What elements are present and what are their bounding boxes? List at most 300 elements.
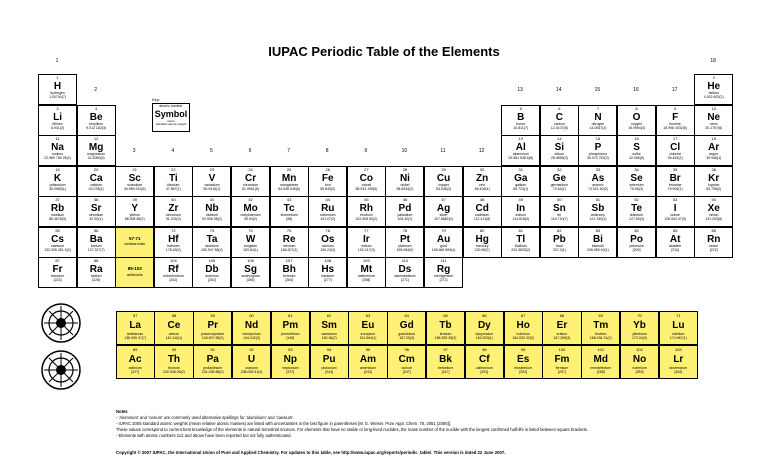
element-name: vanadium — [204, 182, 220, 187]
element-symbol: Eu — [361, 320, 375, 331]
atomic-weight: 157.25(3) — [399, 336, 415, 340]
element-cell[interactable] — [581, 345, 620, 379]
atomic-number: 22 — [171, 166, 176, 172]
element-cell[interactable] — [270, 227, 309, 258]
element-name: fluorine — [669, 121, 681, 126]
element-cell[interactable] — [77, 105, 116, 136]
atomic-weight: [266] — [246, 278, 255, 282]
group-label: 1 — [55, 58, 59, 64]
atomic-weight: 47.867(1) — [165, 186, 181, 191]
element-cell[interactable] — [115, 196, 154, 227]
atomic-weight: [251] — [480, 370, 489, 374]
group-label: 3 — [132, 148, 136, 154]
element-cell[interactable] — [694, 105, 733, 136]
iupac-logo-icon — [40, 302, 82, 344]
atomic-weight: 87.62(1) — [89, 217, 103, 221]
element-cell[interactable] — [38, 227, 77, 258]
element-symbol: Bh — [282, 264, 296, 275]
element-cell[interactable] — [231, 257, 270, 288]
element-cell[interactable] — [270, 166, 309, 197]
element-name: tellurium — [629, 213, 644, 217]
element-symbol: Pr — [207, 320, 219, 331]
element-name: sodium — [51, 152, 64, 156]
element-symbol: Mn — [281, 172, 297, 184]
atomic-weight: 173.04(3) — [632, 336, 648, 340]
element-name: selenium — [629, 182, 644, 187]
atomic-number: 45 — [364, 197, 369, 202]
element-cell[interactable] — [501, 105, 540, 136]
atomic-number: 46 — [402, 197, 408, 202]
element-symbol: Ne — [707, 111, 721, 123]
element-name: americium — [359, 366, 377, 370]
atomic-number: 62 — [326, 313, 332, 318]
element-name: beryllium — [89, 121, 104, 126]
element-symbol: Th — [167, 354, 181, 365]
series-placeholder[interactable] — [115, 257, 154, 288]
atomic-number: 53 — [672, 197, 678, 202]
atomic-number: 87 — [55, 258, 60, 263]
element-cell[interactable] — [504, 311, 543, 345]
element-cell[interactable] — [578, 166, 617, 197]
group-label: 2 — [94, 87, 97, 93]
element-cell[interactable] — [387, 345, 426, 379]
element-symbol: Co — [359, 172, 374, 184]
element-cell[interactable] — [424, 257, 463, 288]
atomic-weight: 102.905 50(2) — [355, 217, 378, 221]
element-symbol: Nb — [205, 203, 219, 214]
element-symbol: Cr — [244, 172, 257, 184]
atomic-weight: 167.259(3) — [553, 336, 571, 340]
element-cell[interactable] — [463, 196, 502, 227]
atomic-weight: 88.905 85(2) — [124, 217, 145, 221]
atomic-number: 61 — [288, 313, 293, 318]
element-cell[interactable] — [617, 105, 656, 136]
atomic-weight: [98] — [286, 217, 293, 221]
element-cell[interactable] — [694, 196, 733, 227]
atomic-weight: 6.941(2) — [51, 125, 65, 130]
element-symbol: U — [247, 354, 256, 365]
atomic-number: 37 — [55, 197, 60, 202]
element-cell[interactable] — [308, 166, 347, 197]
element-name: hafnium — [167, 243, 180, 248]
atomic-weight: 204.3833(2) — [511, 247, 531, 252]
element-cell[interactable] — [620, 345, 659, 379]
element-cell[interactable] — [578, 135, 617, 166]
element-cell[interactable] — [308, 257, 347, 288]
atomic-weight: 140.907 65(2) — [201, 336, 224, 340]
atomic-number: 35 — [672, 166, 678, 172]
element-symbol: Be — [89, 111, 103, 123]
element-name: neon — [709, 121, 718, 126]
element-name: titanium — [167, 182, 180, 187]
atomic-number: 10 — [711, 105, 716, 111]
atomic-weight: 164.930 32(2) — [512, 336, 535, 340]
element-symbol: Cs — [51, 233, 64, 245]
element-cell[interactable] — [617, 135, 656, 166]
atomic-weight: 107.8682(2) — [434, 217, 453, 221]
element-cell[interactable] — [540, 135, 579, 166]
element-cell[interactable] — [77, 227, 116, 258]
atomic-weight: 91.224(2) — [165, 217, 181, 221]
atomic-number: 95 — [365, 347, 371, 352]
element-cell[interactable] — [385, 166, 424, 197]
atomic-weight: 54.938 045(5) — [278, 186, 301, 191]
element-name: rubidium — [50, 213, 65, 217]
atomic-weight: 51.9961(6) — [242, 186, 260, 191]
element-cell[interactable] — [424, 166, 463, 197]
element-symbol: Hf — [168, 233, 179, 245]
atomic-weight: 200.59(2) — [474, 247, 490, 252]
element-symbol: Nd — [244, 320, 259, 331]
atomic-weight: 118.710(7) — [551, 217, 568, 221]
element-symbol: Cu — [436, 172, 451, 184]
element-name: curium — [401, 366, 412, 370]
atomic-weight: 101.07(2) — [320, 217, 336, 221]
atomic-weight: [243] — [364, 370, 372, 374]
key-symbol: Symbol — [154, 108, 188, 119]
element-name: zirconium — [165, 213, 181, 217]
element-symbol: Pm — [282, 320, 299, 331]
element-symbol: Fe — [321, 172, 334, 184]
atomic-number: 51 — [595, 197, 601, 202]
series-label: actinoids — [126, 271, 143, 277]
element-cell[interactable] — [385, 227, 424, 258]
element-cell[interactable] — [115, 166, 154, 197]
element-name: strontium — [88, 213, 104, 217]
atomic-number: 86 — [711, 227, 716, 233]
element-cell[interactable] — [154, 257, 193, 288]
atomic-number: 107 — [285, 258, 293, 263]
element-cell[interactable] — [501, 166, 540, 197]
element-name: europium — [360, 332, 376, 336]
element-name: einsteinium — [514, 366, 532, 370]
atomic-weight: [257] — [558, 370, 566, 374]
element-cell[interactable] — [426, 311, 465, 345]
atomic-weight: 1.00794(7) — [49, 95, 67, 99]
element-name: rutherfordium — [162, 274, 184, 278]
element-cell[interactable] — [192, 227, 231, 258]
element-cell[interactable] — [192, 257, 231, 288]
element-name: magnesium — [87, 152, 106, 156]
element-name: zinc — [479, 182, 486, 187]
element-cell[interactable] — [347, 257, 386, 288]
element-cell[interactable] — [116, 311, 155, 345]
element-symbol: Si — [554, 142, 565, 153]
element-symbol: Cl — [670, 142, 681, 153]
element-symbol: Pa — [206, 354, 219, 365]
element-name: arsenic — [592, 182, 604, 187]
element-cell[interactable] — [38, 257, 77, 288]
element-name: ytterbium — [632, 332, 647, 336]
element-cell[interactable] — [501, 135, 540, 166]
element-symbol: Sm — [321, 320, 337, 331]
element-cell[interactable] — [424, 196, 463, 227]
element-cell[interactable] — [694, 166, 733, 197]
element-name: tantalum — [205, 243, 219, 248]
element-cell[interactable] — [308, 227, 347, 258]
element-name: tin — [557, 213, 562, 217]
element-cell[interactable] — [154, 166, 193, 197]
element-symbol: V — [208, 172, 216, 184]
series-placeholder[interactable] — [115, 227, 154, 258]
atomic-weight: 95.94(2) — [244, 217, 258, 221]
atomic-weight: 238.028 91(3) — [240, 370, 263, 374]
element-cell[interactable] — [38, 74, 77, 105]
element-cell[interactable] — [193, 311, 232, 345]
atomic-weight: 121.760(1) — [589, 217, 607, 221]
atomic-weight: 178.49(2) — [165, 247, 181, 252]
group-label: 5 — [210, 148, 213, 154]
element-cell[interactable] — [656, 166, 695, 197]
element-cell[interactable] — [77, 166, 116, 197]
element-symbol: C — [555, 111, 563, 123]
element-cell[interactable] — [192, 196, 231, 227]
atomic-weight: [264] — [285, 278, 294, 282]
atomic-weight: 78.96(3) — [630, 186, 644, 191]
atomic-weight: 174.967(1) — [669, 336, 687, 340]
element-cell[interactable] — [617, 196, 656, 227]
element-symbol: Pu — [322, 354, 336, 365]
atomic-number: 55 — [55, 227, 60, 233]
element-symbol: Lr — [673, 354, 684, 365]
element-symbol: Ag — [436, 203, 451, 214]
element-name: osmium — [321, 243, 334, 248]
element-cell[interactable] — [38, 105, 77, 136]
element-cell[interactable] — [347, 196, 386, 227]
element-cell[interactable] — [424, 227, 463, 258]
atomic-number: 104 — [170, 258, 177, 263]
element-cell[interactable] — [77, 196, 116, 227]
element-name: platinum — [398, 243, 412, 248]
element-symbol: Tb — [439, 320, 452, 331]
element-name: dubnium — [205, 274, 219, 278]
atomic-number: 70 — [637, 313, 642, 318]
element-cell[interactable] — [659, 311, 698, 345]
element-cell[interactable] — [192, 166, 231, 197]
element-cell[interactable] — [542, 311, 581, 345]
element-cell[interactable] — [154, 311, 193, 345]
atomic-weight: 126.904 47(3) — [664, 217, 687, 221]
group-label: 15 — [594, 87, 601, 93]
element-cell[interactable] — [38, 166, 77, 197]
element-cell[interactable] — [656, 227, 695, 258]
element-cell[interactable] — [310, 345, 349, 379]
element-cell[interactable] — [540, 105, 579, 136]
element-cell[interactable] — [465, 345, 504, 379]
element-symbol: Rb — [50, 203, 65, 214]
atomic-number: 32 — [557, 166, 562, 172]
atomic-weight: 85.4678(3) — [49, 217, 67, 221]
element-cell[interactable] — [504, 345, 543, 379]
element-symbol: Ta — [206, 233, 218, 245]
element-cell[interactable] — [501, 196, 540, 227]
atomic-number: 94 — [326, 347, 332, 352]
group-label: 7 — [287, 148, 290, 154]
atomic-weight: 63.546(3) — [436, 186, 452, 191]
element-name: oxygen — [630, 121, 643, 126]
element-cell[interactable] — [617, 227, 656, 258]
element-symbol: Se — [630, 172, 643, 184]
element-name: bohrium — [282, 274, 296, 278]
element-symbol: Bi — [592, 233, 603, 245]
element-cell[interactable] — [426, 345, 465, 379]
element-cell[interactable] — [154, 227, 193, 258]
atomic-number: 84 — [634, 227, 639, 233]
element-cell[interactable] — [348, 311, 387, 345]
element-cell[interactable] — [232, 311, 271, 345]
element-symbol: Ga — [514, 172, 528, 184]
element-symbol: Cm — [398, 354, 415, 365]
atomic-number: 54 — [711, 197, 716, 202]
element-cell[interactable] — [620, 311, 659, 345]
element-cell[interactable] — [501, 227, 540, 258]
element-cell[interactable] — [154, 345, 193, 379]
element-symbol: Zn — [476, 172, 489, 184]
note-line: - 'Aluminum' and 'cesium' are commonly used alternative spellings for 'aluminium' and 'caesium'. — [116, 415, 295, 420]
element-symbol: Mo — [243, 203, 258, 214]
atomic-number: 47 — [441, 197, 446, 202]
atomic-number: 8 — [635, 105, 638, 111]
atomic-number: 44 — [325, 197, 330, 202]
element-cell[interactable] — [578, 105, 617, 136]
element-cell[interactable] — [38, 196, 77, 227]
element-cell[interactable] — [463, 227, 502, 258]
element-name: polonium — [629, 243, 644, 248]
element-cell[interactable] — [463, 166, 502, 197]
element-name: bromine — [668, 182, 682, 187]
element-cell[interactable] — [694, 135, 733, 166]
element-symbol: B — [517, 111, 525, 123]
element-cell[interactable] — [270, 257, 309, 288]
atomic-number: 33 — [595, 166, 601, 172]
element-cell[interactable] — [656, 196, 695, 227]
element-cell[interactable] — [270, 196, 309, 227]
element-cell[interactable] — [231, 196, 270, 227]
atomic-weight: 144.242(3) — [243, 336, 260, 340]
element-cell[interactable] — [193, 345, 232, 379]
element-cell[interactable] — [540, 227, 579, 258]
element-cell[interactable] — [347, 166, 386, 197]
atomic-number: 106 — [247, 258, 254, 263]
element-cell[interactable] — [656, 105, 695, 136]
group-label: 8 — [325, 148, 329, 154]
atomic-number: 76 — [325, 227, 330, 233]
atomic-weight: 30.973 762(2) — [587, 156, 609, 160]
atomic-weight: [237] — [286, 370, 295, 374]
element-name: darmstadtium — [394, 274, 416, 278]
element-name: iron — [324, 182, 331, 187]
element-cell[interactable] — [310, 311, 349, 345]
atomic-number: 30 — [479, 166, 485, 172]
atomic-weight: 162.500(1) — [475, 336, 493, 340]
element-name: lawrencium — [669, 366, 688, 370]
element-name: chromium — [242, 182, 259, 187]
element-name: silver — [439, 213, 448, 217]
element-name: iridium — [361, 243, 372, 248]
atomic-weight: 32.065(5) — [629, 156, 645, 160]
atomic-weight: 65.409(4) — [474, 186, 490, 191]
element-cell[interactable] — [38, 135, 77, 166]
element-cell[interactable] — [385, 196, 424, 227]
atomic-number: 85 — [672, 227, 678, 233]
element-symbol: K — [53, 172, 62, 184]
atomic-number: 111 — [440, 258, 447, 263]
atomic-weight: 24.3050(6) — [87, 156, 105, 160]
atomic-weight: [145] — [286, 336, 295, 340]
atomic-number: 28 — [402, 166, 408, 172]
element-symbol: Rh — [359, 203, 374, 214]
atomic-number: 69 — [598, 313, 603, 318]
atomic-number: 52 — [634, 197, 639, 202]
element-cell[interactable] — [231, 227, 270, 258]
element-symbol: Bk — [439, 354, 452, 365]
element-cell[interactable] — [581, 311, 620, 345]
element-cell[interactable] — [385, 257, 424, 288]
element-cell[interactable] — [617, 166, 656, 197]
element-cell[interactable] — [578, 196, 617, 227]
element-cell[interactable] — [540, 166, 579, 197]
element-cell[interactable] — [271, 311, 310, 345]
element-symbol: Ra — [89, 264, 103, 275]
atomic-number: 71 — [676, 313, 681, 318]
atomic-number: 66 — [482, 313, 487, 318]
element-symbol: Sc — [128, 172, 141, 184]
element-cell[interactable] — [659, 345, 698, 379]
atomic-number: 34 — [634, 166, 639, 172]
atomic-number: 40 — [171, 197, 176, 202]
element-cell[interactable] — [656, 135, 695, 166]
element-cell[interactable] — [271, 345, 310, 379]
atomic-weight: [209] — [632, 247, 641, 252]
atomic-number: 82 — [557, 227, 562, 233]
element-name: neptunium — [282, 366, 299, 370]
element-cell[interactable] — [694, 227, 733, 258]
element-cell[interactable] — [347, 227, 386, 258]
element-name: gallium — [515, 182, 527, 187]
element-cell[interactable] — [77, 135, 116, 166]
element-cell[interactable] — [387, 311, 426, 345]
element-cell[interactable] — [77, 257, 116, 288]
atomic-weight: [210] — [671, 247, 680, 252]
element-symbol: Sb — [591, 203, 605, 214]
atomic-number: 81 — [518, 227, 523, 233]
element-cell[interactable] — [465, 311, 504, 345]
atomic-weight: 79.904(1) — [667, 186, 683, 191]
atomic-number: 20 — [93, 166, 99, 172]
element-cell[interactable] — [348, 345, 387, 379]
element-cell[interactable] — [116, 345, 155, 379]
element-cell[interactable] — [694, 74, 733, 105]
element-cell[interactable] — [231, 166, 270, 197]
atomic-number: 101 — [597, 347, 605, 352]
element-name: potassium — [49, 182, 66, 187]
element-cell[interactable] — [232, 345, 271, 379]
atomic-weight: 168.934 21(2) — [589, 336, 612, 340]
element-symbol: Br — [669, 172, 681, 184]
atomic-number: 41 — [209, 197, 215, 202]
element-cell[interactable] — [542, 345, 581, 379]
element-cell[interactable] — [154, 196, 193, 227]
element-name: roentgenium — [433, 274, 454, 278]
element-cell[interactable] — [540, 196, 579, 227]
element-cell[interactable] — [308, 196, 347, 227]
element-cell[interactable] — [578, 227, 617, 258]
element-symbol: La — [129, 320, 141, 331]
atomic-number: 88 — [93, 258, 99, 263]
element-symbol: Rf — [168, 264, 179, 275]
atomic-weight: 232.038 06(2) — [163, 370, 185, 374]
atomic-weight: 106.42(1) — [397, 217, 413, 221]
